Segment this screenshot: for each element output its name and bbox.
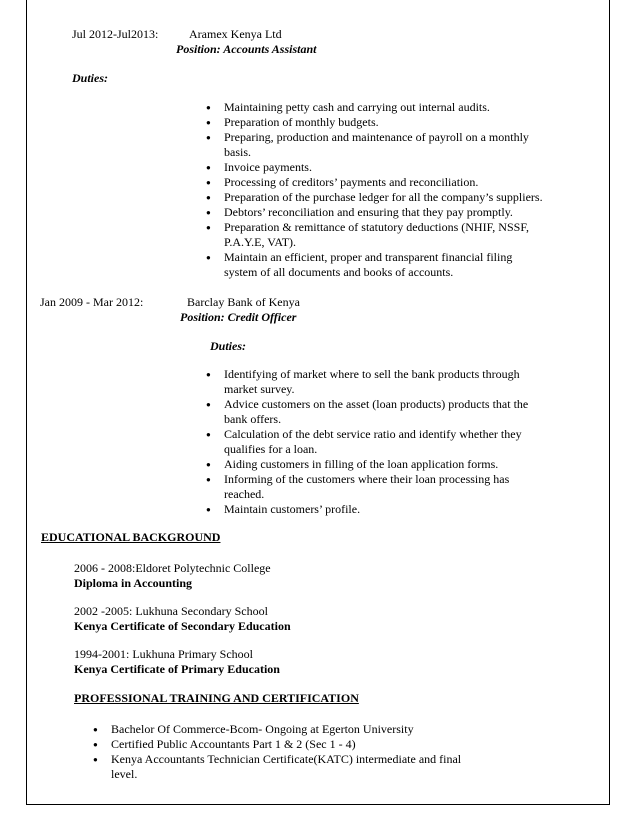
duty-item-text: ● Processing of creditors’ payments and reconciliation. [224,175,479,189]
duty-item-text: system of all documents and books of accounts. [224,265,454,279]
training-item-text: ● Kenya Accountants Technician Certificate(KATC) intermediate and final [111,752,462,766]
duty-item [206,100,586,115]
duty-item-text: ● Maintaining petty cash and carrying out internal audits. [224,100,490,114]
duty-item-text: P.A.Y.E, VAT). [224,235,297,249]
duty-item-text: ● Preparation & remittance of statutory deductions (NHIF, NSSF, [224,220,530,234]
duty-item [206,130,586,160]
duty-item-text: qualifies for a loan. [224,442,318,456]
duty-item-text: reached. [224,487,265,501]
duty-item-text: ● Aiding customers in filling of the loan application forms. [224,457,499,471]
training-item-text: ● Bachelor Of Commerce-Bcom- Ongoing at Egerton University [111,722,414,736]
duty-item-text: ● Calculation of the debt service ratio and identify whether they [224,427,522,441]
education-3-line: 1994-2001: Lukhuna Primary School [74,647,253,661]
duty-item-text: market survey. [224,382,295,396]
training-item [93,722,513,737]
training-item-text: ● Certified Public Accountants Part 1 & 2 (Sec 1 - 4) [111,737,356,751]
duty-item [206,220,586,250]
job-2-period: Jan 2009 - Mar 2012: [40,295,144,309]
job-2-duties-list [206,367,586,517]
duty-item [206,175,586,190]
duty-item-text: ● Maintain an efficient, proper and transparent financial filing [224,250,513,264]
duty-item-text: ● Informing of the customers where their loan processing has [224,472,510,486]
training-item-text: level. [111,767,138,781]
duty-item-text: ● Preparation of the purchase ledger for all the company’s suppliers. [224,190,543,204]
job-2-employer: Barclay Bank of Kenya [187,295,300,309]
job-1-period: Jul 2012-Jul2013: [72,27,159,41]
duty-item [206,250,586,280]
duty-item [206,427,586,457]
duty-item-text: bank offers. [224,412,282,426]
education-1-award: Diploma in Accounting [74,576,193,590]
education-2-line: 2002 -2005: Lukhuna Secondary School [74,604,268,618]
training-item [93,752,513,782]
duty-item-text: ● Identifying of market where to sell the bank products through [224,367,520,381]
training-heading: PROFESSIONAL TRAINING AND CERTIFICATION [74,691,359,705]
duty-item [206,397,586,427]
job-1-duties-list [206,100,586,280]
education-heading: EDUCATIONAL BACKGROUND [41,530,221,544]
duty-item [206,457,586,472]
job-1-employer: Aramex Kenya Ltd [189,27,282,41]
duty-item-text: ● Invoice payments. [224,160,312,174]
training-list [93,722,513,782]
duty-item [206,205,586,220]
education-1-line: 2006 - 2008:Eldoret Polytechnic College [74,561,271,575]
duty-item [206,472,586,502]
job-2-position: Position: Credit Officer [180,310,297,324]
duty-item [206,115,586,130]
education-3-award: Kenya Certificate of Primary Education [74,662,280,676]
duty-item-text: ● Maintain customers’ profile. [224,502,361,516]
duty-item-text: ● Preparation of monthly budgets. [224,115,379,129]
training-item [93,737,513,752]
duty-item [206,502,586,517]
duty-item-text: ● Preparing, production and maintenance of payroll on a monthly [224,130,529,144]
duty-item-text: basis. [224,145,251,159]
job-1-duties-label: Duties: [72,71,108,85]
job-2-duties-label: Duties: [210,339,246,353]
duty-item [206,367,586,397]
job-1-position: Position: Accounts Assistant [176,42,317,56]
duty-item [206,190,586,205]
duty-item-text: ● Advice customers on the asset (loan products) products that the [224,397,529,411]
duty-item [206,160,586,175]
education-2-award: Kenya Certificate of Secondary Education [74,619,291,633]
duty-item-text: ● Debtors’ reconciliation and ensuring that they pay promptly. [224,205,513,219]
